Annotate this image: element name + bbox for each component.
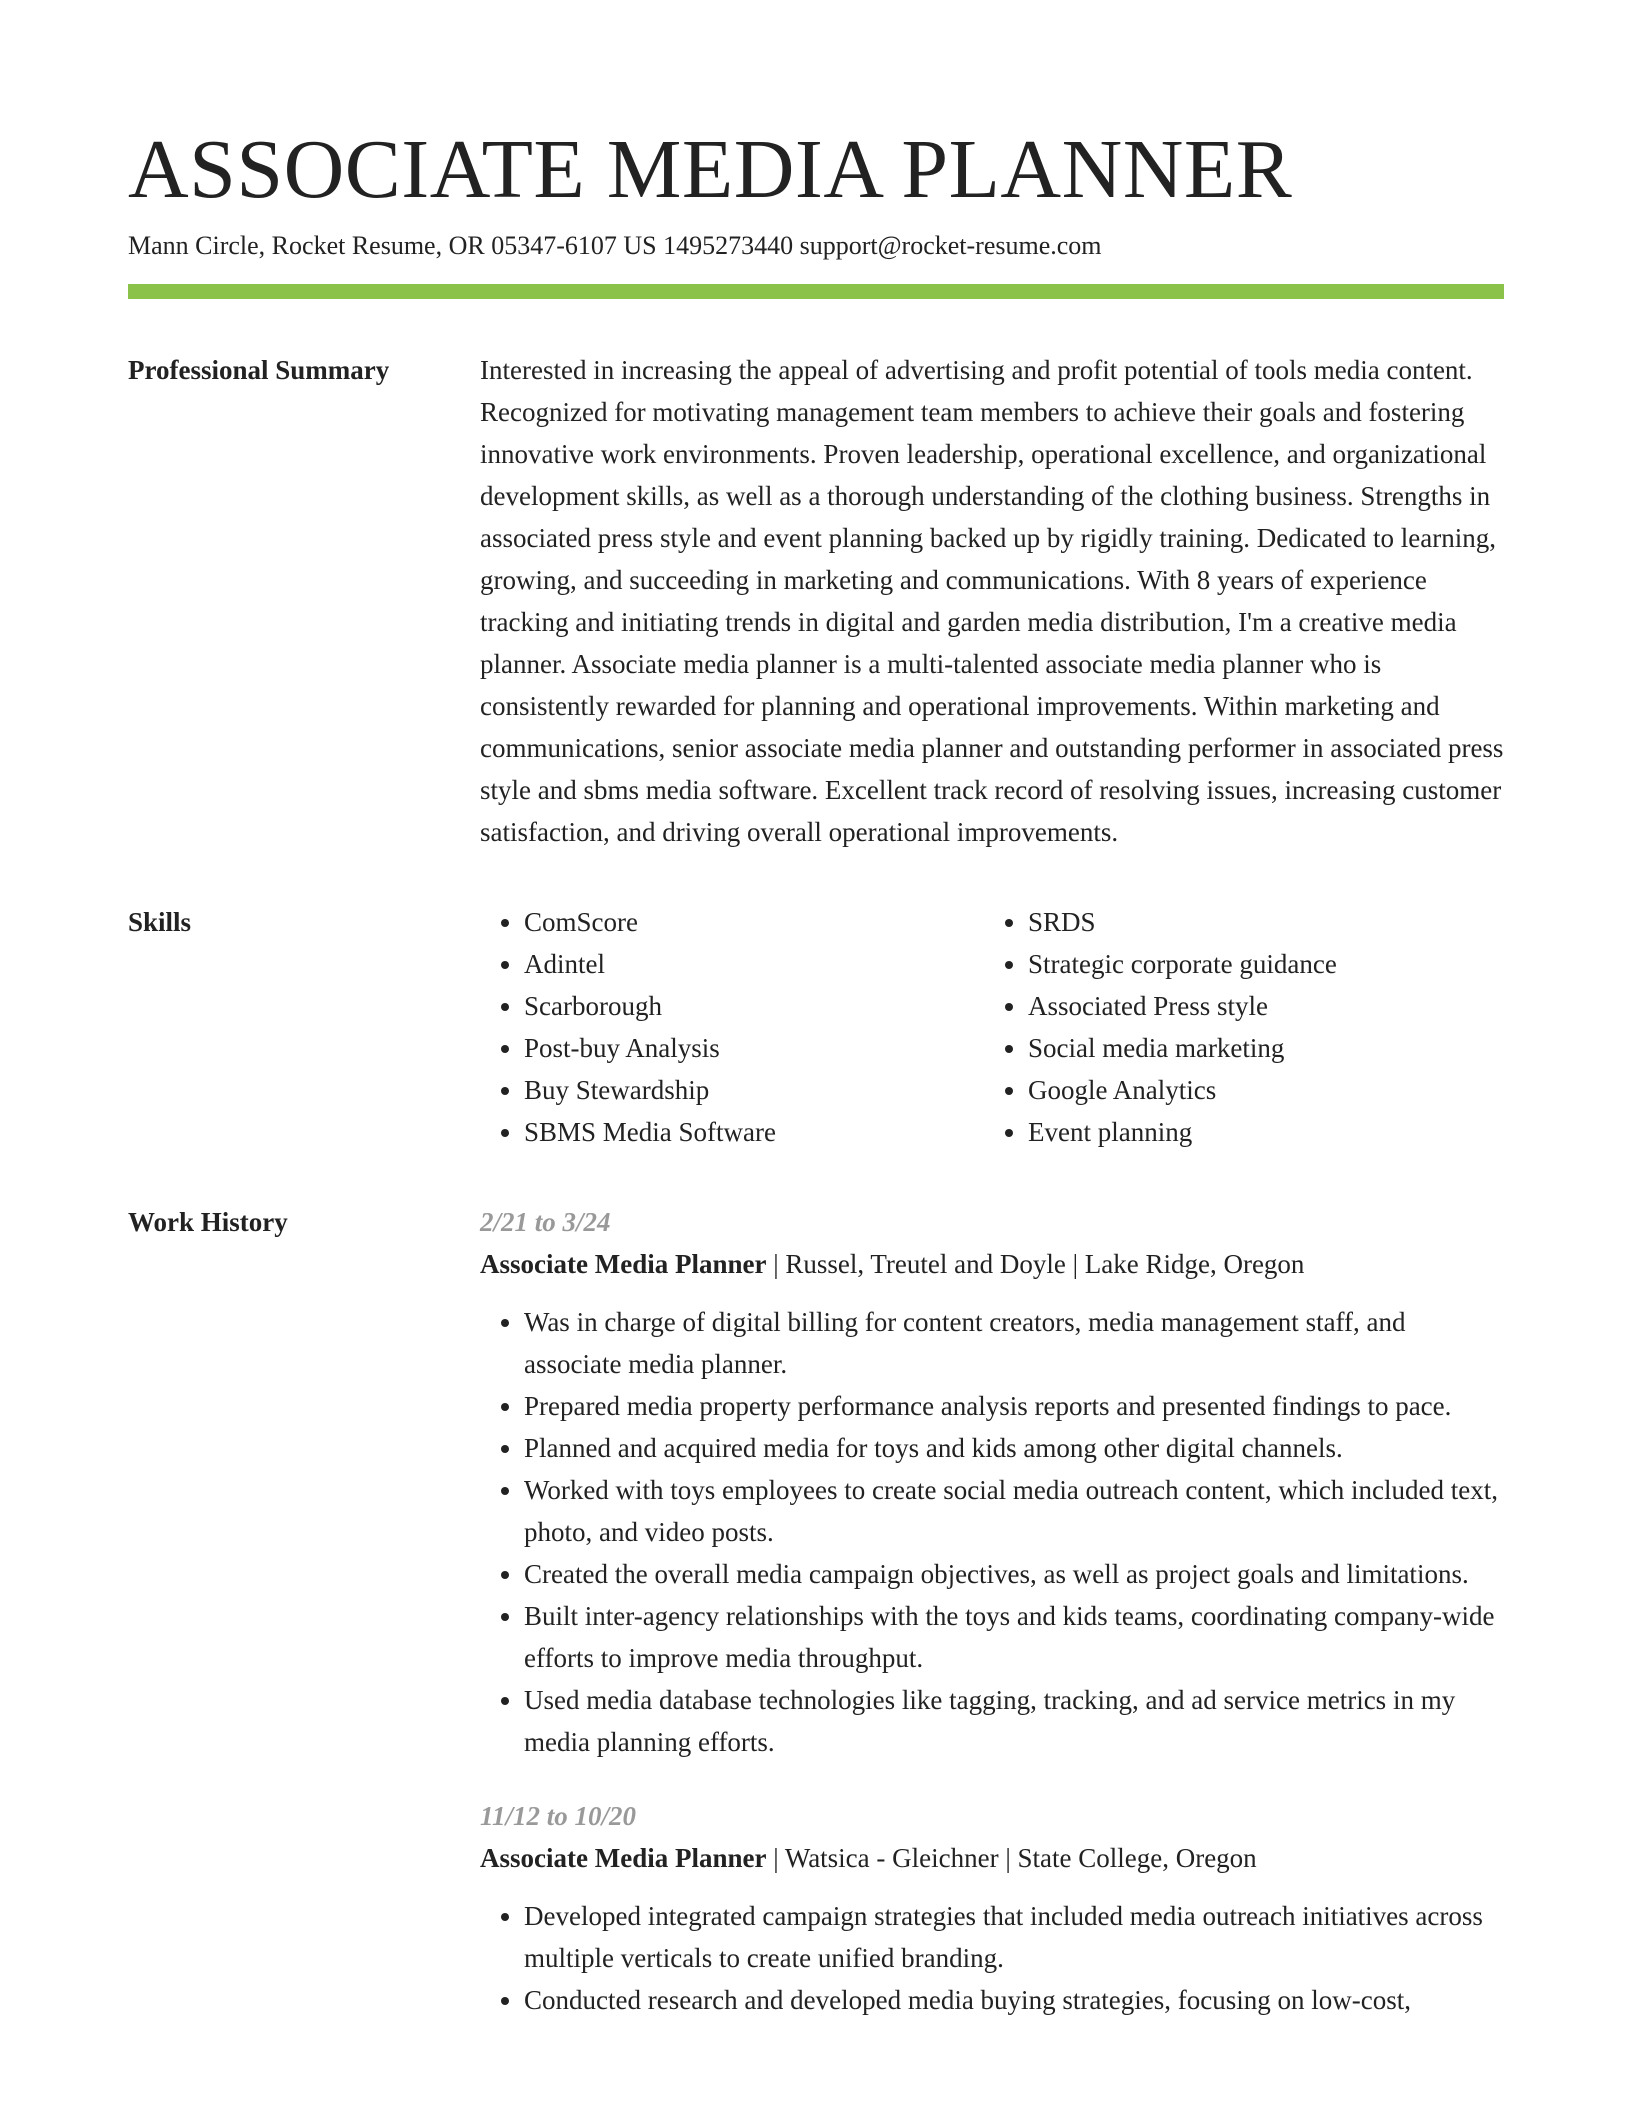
section-title: Work History [128, 1207, 288, 1237]
job-entry [480, 1795, 1504, 2021]
skill-item: • Scarborough [524, 985, 984, 1027]
skills-section [128, 901, 1504, 1153]
skill-item: • Social media marketing [1028, 1027, 1488, 1069]
job-dates: 2/21 to 3/24 [480, 1207, 611, 1237]
skill-item: • ComScore [524, 901, 984, 943]
skills-list-left [480, 901, 984, 1153]
section-title: Professional Summary [128, 355, 390, 385]
skill-item: • SBMS Media Software [524, 1111, 984, 1153]
summary-text: Interested in increasing the appeal of advertising and profit potential of tools media content. Recognized for motivating management team members to achieve their goals and fostering innovative work environments. Proven leadership, operational excellence, and organizational development skills, as well as a thorough understanding of the clothing business. Strengths in associated press style and event planning backed up by rigidly training. Dedicated to learning, growing, and succeeding in marketing and communications. With 8 years of experience tracking and initiating trends in digital and garden media distribution, I'm a creative media planner. Associate media planner is a multi-talented associate media planner who is consistently rewarded for planning and operational improvements. Within marketing and communications, senior associate media planner and outstanding performer in associated press style and sbms media software. Excellent track record of resolving issues, increasing customer satisfaction, and driving overall operational improvements. [480, 355, 1504, 847]
work-history-section [128, 1201, 1504, 2053]
section-title: Skills [128, 907, 192, 937]
header-divider [128, 284, 1504, 299]
skill-item: • Event planning [1028, 1111, 1488, 1153]
skill-item: • Post-buy Analysis [524, 1027, 984, 1069]
job-bullet: • Developed integrated campaign strategies that included media outreach initiatives across multiple verticals to create unified branding. [524, 1895, 1504, 1979]
job-title: Associate Media Planner [480, 1249, 767, 1279]
skill-item: • Strategic corporate guidance [1028, 943, 1488, 985]
job-bullet: • Worked with toys employees to create social media outreach content, which included text, photo, and video posts. [524, 1469, 1504, 1553]
contact-line: Mann Circle, Rocket Resume, OR 05347-6107 US 1495273440 support@rocket-resume.com [128, 231, 1102, 260]
job-bullets [480, 1301, 1504, 1763]
job-bullets [480, 1895, 1504, 2021]
skill-item: • Google Analytics [1028, 1069, 1488, 1111]
job-heading [480, 1243, 1504, 1285]
job-bullet: • Prepared media property performance analysis reports and presented findings to pace. [524, 1385, 1504, 1427]
skill-item: • Associated Press style [1028, 985, 1488, 1027]
skill-item: • Buy Stewardship [524, 1069, 984, 1111]
candidate-name: ASSOCIATE MEDIA PLANNER [128, 123, 1293, 216]
summary-section [128, 349, 1504, 853]
resume-page [128, 0, 1504, 2053]
job-bullet: • Planned and acquired media for toys and kids among other digital channels. [524, 1427, 1504, 1469]
job-dates: 11/12 to 10/20 [480, 1801, 637, 1831]
job-title: Associate Media Planner [480, 1843, 767, 1873]
job-bullet: • Was in charge of digital billing for content creators, media management staff, and associate media planner. [524, 1301, 1504, 1385]
job-details: | Watsica - Gleichner | State College, Oregon [766, 1843, 1257, 1873]
job-bullet: • Conducted research and developed media buying strategies, focusing on low-cost, [524, 1979, 1504, 2021]
skill-item: • SRDS [1028, 901, 1488, 943]
job-heading [480, 1837, 1504, 1879]
job-details: | Russel, Treutel and Doyle | Lake Ridge, Oregon [766, 1249, 1305, 1279]
skill-item: • Adintel [524, 943, 984, 985]
skills-list-right [984, 901, 1488, 1153]
job-bullet: • Built inter-agency relationships with the toys and kids teams, coordinating company-wide efforts to improve media throughput. [524, 1595, 1504, 1679]
job-bullet: • Used media database technologies like tagging, tracking, and ad service metrics in my media planning efforts. [524, 1679, 1504, 1763]
job-entry [480, 1201, 1504, 1763]
job-bullet: • Created the overall media campaign objectives, as well as project goals and limitations. [524, 1553, 1504, 1595]
